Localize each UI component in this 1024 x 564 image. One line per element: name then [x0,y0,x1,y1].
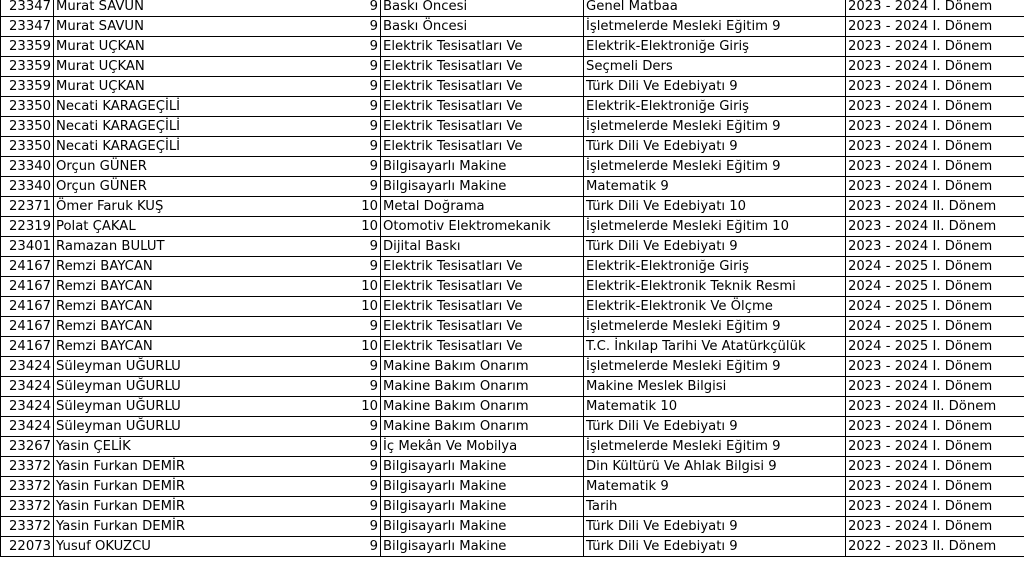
student-name-cell[interactable] [54,17,381,37]
student-name-cell[interactable] [54,437,381,457]
grade-level: 9 [369,519,378,534]
student-name: Süleyman UĞURLU [56,419,181,434]
department-cell[interactable]: İç Mekân Ve Mobilya [381,437,584,457]
course-cell[interactable]: İşletmelerde Mesleki Eğitim 9 [584,117,846,137]
term-cell[interactable]: 2023 - 2024 I. Dönem [846,237,1024,257]
course-cell[interactable]: Matematik 9 [584,177,846,197]
student-name-cell[interactable] [54,397,381,417]
student-name-cell[interactable] [54,277,381,297]
term-cell[interactable]: 2023 - 2024 II. Dönem [846,397,1024,417]
department-cell[interactable]: Bilgisayarlı Makine [381,457,584,477]
term-cell[interactable]: 2024 - 2025 I. Dönem [846,337,1024,357]
grade-level: 10 [361,279,378,294]
student-name-cell[interactable] [54,57,381,77]
student-id-cell[interactable]: 23424 [1,357,54,377]
table-row [1,457,1024,477]
table-row [1,437,1024,457]
student-id-cell[interactable]: 22371 [1,197,54,217]
student-name: Necati KARAGEÇİLİ [56,139,181,154]
student-name: Yasin Furkan DEMİR [56,459,186,474]
term-cell[interactable]: 2023 - 2024 I. Dönem [846,157,1024,177]
student-id-cell[interactable]: 23347 [1,0,54,17]
course-cell[interactable]: Elektrik-Elektroniğe Giriş [584,37,846,57]
table-row [1,497,1024,517]
student-name-cell[interactable] [54,177,381,197]
term-cell[interactable]: 2023 - 2024 I. Dönem [846,457,1024,477]
department-cell[interactable]: Elektrik Tesisatları Ve [381,137,584,157]
term-cell[interactable]: 2023 - 2024 I. Dönem [846,0,1024,17]
student-name: Remzi BAYCAN [56,299,153,314]
student-name-cell[interactable] [54,477,381,497]
term-cell[interactable]: 2023 - 2024 I. Dönem [846,377,1024,397]
table-row [1,117,1024,137]
student-name-cell[interactable] [54,357,381,377]
term-cell[interactable]: 2023 - 2024 I. Dönem [846,417,1024,437]
student-id-cell[interactable]: 23340 [1,177,54,197]
term-cell[interactable]: 2023 - 2024 I. Dönem [846,477,1024,497]
student-name-cell[interactable] [54,217,381,237]
student-id-cell[interactable]: 23372 [1,457,54,477]
course-cell[interactable]: İşletmelerde Mesleki Eğitim 9 [584,157,846,177]
course-cell[interactable]: Makine Meslek Bilgisi [584,377,846,397]
course-cell[interactable]: Türk Dili Ve Edebiyatı 9 [584,517,846,537]
student-name: Polat ÇAKAL [56,219,136,234]
student-id-cell[interactable]: 24167 [1,277,54,297]
grade-level: 9 [369,439,378,454]
department-cell[interactable]: Elektrik Tesisatları Ve [381,57,584,77]
student-id-cell[interactable]: 23347 [1,17,54,37]
course-cell[interactable]: İşletmelerde Mesleki Eğitim 9 [584,357,846,377]
grade-level: 9 [369,39,378,54]
term-cell[interactable]: 2023 - 2024 II. Dönem [846,197,1024,217]
term-cell[interactable]: 2024 - 2025 I. Dönem [846,277,1024,297]
term-cell[interactable]: 2024 - 2025 I. Dönem [846,297,1024,317]
grade-level: 9 [369,459,378,474]
student-name-cell[interactable] [54,317,381,337]
student-id-cell[interactable]: 24167 [1,297,54,317]
term-cell[interactable]: 2023 - 2024 I. Dönem [846,177,1024,197]
student-name: Remzi BAYCAN [56,339,153,354]
student-name-cell[interactable] [54,417,381,437]
department-cell[interactable]: Elektrik Tesisatları Ve [381,117,584,137]
department-cell[interactable]: Makine Bakım Onarım [381,417,584,437]
table-row [1,217,1024,237]
course-cell[interactable]: Elektrik-Elektroniğe Giriş [584,257,846,277]
student-name: Yasin Furkan DEMİR [56,519,186,534]
student-name-cell[interactable] [54,517,381,537]
student-name: Murat UÇKAN [56,79,145,94]
grade-level: 9 [369,159,378,174]
student-id-cell[interactable]: 24167 [1,317,54,337]
table-row [1,357,1024,377]
department-cell[interactable]: Elektrik Tesisatları Ve [381,257,584,277]
student-id-cell[interactable]: 22319 [1,217,54,237]
course-cell[interactable]: Türk Dili Ve Edebiyatı 9 [584,137,846,157]
term-cell[interactable]: 2023 - 2024 I. Dönem [846,117,1024,137]
department-cell[interactable]: Elektrik Tesisatları Ve [381,77,584,97]
course-cell[interactable]: Türk Dili Ve Edebiyatı 9 [584,537,846,557]
student-id-cell[interactable]: 24167 [1,337,54,357]
student-name-cell[interactable] [54,137,381,157]
course-cell[interactable]: Tarih [584,497,846,517]
department-cell[interactable]: Makine Bakım Onarım [381,377,584,397]
table-row [1,537,1024,557]
student-name: Süleyman UĞURLU [56,359,181,374]
student-name-cell[interactable] [54,117,381,137]
student-name-cell[interactable] [54,197,381,217]
grade-level: 10 [361,199,378,214]
course-cell[interactable]: Matematik 9 [584,477,846,497]
table-row [1,317,1024,337]
student-id-cell[interactable]: 23359 [1,57,54,77]
student-id-cell[interactable]: 23372 [1,497,54,517]
table-row [1,337,1024,357]
course-cell[interactable]: Matematik 10 [584,397,846,417]
table-row [1,377,1024,397]
department-cell[interactable]: Bilgisayarlı Makine [381,517,584,537]
grade-level: 9 [369,179,378,194]
student-name-cell[interactable] [54,337,381,357]
grade-level: 10 [361,299,378,314]
term-cell[interactable]: 2023 - 2024 I. Dönem [846,17,1024,37]
department-cell[interactable]: Dijital Baskı [381,237,584,257]
student-id-cell[interactable]: 23359 [1,37,54,57]
department-cell[interactable]: Elektrik Tesisatları Ve [381,297,584,317]
department-cell[interactable]: Makine Bakım Onarım [381,357,584,377]
course-cell[interactable]: Genel Matbaa [584,0,846,17]
student-name-cell[interactable] [54,257,381,277]
table-row [1,37,1024,57]
term-cell[interactable]: 2023 - 2024 I. Dönem [846,97,1024,117]
table-body [1,0,1024,557]
table-row [1,77,1024,97]
course-cell[interactable]: İşletmelerde Mesleki Eğitim 9 [584,437,846,457]
department-cell[interactable]: Bilgisayarlı Makine [381,177,584,197]
student-name: Yusuf OKUZCU [56,539,151,554]
department-cell[interactable]: Elektrik Tesisatları Ve [381,97,584,117]
student-id-cell[interactable]: 23424 [1,397,54,417]
student-id-cell[interactable]: 23267 [1,437,54,457]
student-name: Necati KARAGEÇİLİ [56,119,181,134]
term-cell[interactable]: 2023 - 2024 I. Dönem [846,517,1024,537]
student-name: Murat SAVUN [56,0,144,14]
student-id-cell[interactable]: 23350 [1,117,54,137]
student-name-cell[interactable] [54,377,381,397]
student-name: Ramazan BULUT [56,239,165,254]
term-cell[interactable]: 2023 - 2024 II. Dönem [846,217,1024,237]
course-cell[interactable]: Türk Dili Ve Edebiyatı 9 [584,237,846,257]
course-cell[interactable]: Türk Dili Ve Edebiyatı 9 [584,77,846,97]
student-name: Yasin ÇELİK [56,439,131,454]
student-name-cell[interactable] [54,0,381,17]
course-cell[interactable]: Seçmeli Ders [584,57,846,77]
student-name-cell[interactable] [54,297,381,317]
course-cell[interactable]: Türk Dili Ve Edebiyatı 9 [584,417,846,437]
student-name: Remzi BAYCAN [56,319,153,334]
table-row [1,237,1024,257]
table-row [1,417,1024,437]
department-cell[interactable]: Otomotiv Elektromekanik [381,217,584,237]
course-cell[interactable]: İşletmelerde Mesleki Eğitim 9 [584,317,846,337]
table-row [1,257,1024,277]
student-id-cell[interactable]: 23372 [1,517,54,537]
course-cell[interactable]: Din Kültürü Ve Ahlak Bilgisi 9 [584,457,846,477]
grade-level: 9 [369,499,378,514]
department-cell[interactable]: Baskı Öncesi [381,0,584,17]
course-cell[interactable]: Elektrik-Elektronik Ve Ölçme [584,297,846,317]
grade-level: 9 [369,539,378,554]
course-cell[interactable]: Türk Dili Ve Edebiyatı 10 [584,197,846,217]
student-id-cell[interactable]: 23350 [1,97,54,117]
department-cell[interactable]: Elektrik Tesisatları Ve [381,37,584,57]
table-row [1,97,1024,117]
grade-level: 9 [369,419,378,434]
grade-level: 9 [369,259,378,274]
student-id-cell[interactable]: 22073 [1,537,54,557]
table-row [1,397,1024,417]
table-row [1,297,1024,317]
course-cell[interactable]: İşletmelerde Mesleki Eğitim 10 [584,217,846,237]
department-cell[interactable]: Elektrik Tesisatları Ve [381,337,584,357]
term-cell[interactable]: 2023 - 2024 I. Dönem [846,497,1024,517]
student-name-cell[interactable] [54,77,381,97]
student-name-cell[interactable] [54,497,381,517]
student-id-cell[interactable]: 24167 [1,257,54,277]
student-id-cell[interactable]: 23359 [1,77,54,97]
grade-level: 9 [369,119,378,134]
grade-level: 9 [369,0,378,14]
student-name: Necati KARAGEÇİLİ [56,99,181,114]
student-name: Remzi BAYCAN [56,279,153,294]
course-cell[interactable]: İşletmelerde Mesleki Eğitim 9 [584,17,846,37]
course-cell[interactable]: Elektrik-Elektroniğe Giriş [584,97,846,117]
student-name-cell[interactable] [54,237,381,257]
grade-level: 9 [369,19,378,34]
term-cell[interactable]: 2023 - 2024 I. Dönem [846,77,1024,97]
term-cell[interactable]: 2023 - 2024 I. Dönem [846,357,1024,377]
student-name: Orçun GÜNER [56,179,147,194]
student-name: Süleyman UĞURLU [56,399,181,414]
table-row [1,0,1024,17]
student-id-cell[interactable]: 23401 [1,237,54,257]
grade-level: 9 [369,99,378,114]
student-name: Remzi BAYCAN [56,259,153,274]
term-cell[interactable]: 2023 - 2024 I. Dönem [846,37,1024,57]
grade-level: 10 [361,399,378,414]
grade-level: 9 [369,379,378,394]
student-name: Yasin Furkan DEMİR [56,499,186,514]
grade-level: 9 [369,239,378,254]
table-row [1,197,1024,217]
student-id-cell[interactable]: 23424 [1,417,54,437]
student-name: Orçun GÜNER [56,159,147,174]
student-name-cell[interactable] [54,537,381,557]
grade-level: 9 [369,59,378,74]
student-id-cell[interactable]: 23350 [1,137,54,157]
student-id-cell[interactable]: 23424 [1,377,54,397]
table-row [1,277,1024,297]
table-row [1,17,1024,37]
table-row [1,157,1024,177]
student-name-cell[interactable] [54,37,381,57]
student-name: Süleyman UĞURLU [56,379,181,394]
grade-level: 9 [369,79,378,94]
student-name: Murat UÇKAN [56,39,145,54]
student-name-cell[interactable] [54,97,381,117]
student-name-cell[interactable] [54,457,381,477]
student-name: Yasin Furkan DEMİR [56,479,186,494]
student-name-cell[interactable] [54,157,381,177]
department-cell[interactable]: Bilgisayarlı Makine [381,537,584,557]
term-cell[interactable]: 2023 - 2024 I. Dönem [846,57,1024,77]
term-cell[interactable]: 2023 - 2024 I. Dönem [846,137,1024,157]
student-name: Murat SAVUN [56,19,144,34]
table-row [1,517,1024,537]
department-cell[interactable]: Bilgisayarlı Makine [381,497,584,517]
department-cell[interactable]: Metal Doğrama [381,197,584,217]
department-cell[interactable]: Makine Bakım Onarım [381,397,584,417]
student-name: Murat UÇKAN [56,59,145,74]
table-row [1,177,1024,197]
student-name: Ömer Faruk KUŞ [56,199,164,214]
grade-level: 10 [361,219,378,234]
department-cell[interactable]: Bilgisayarlı Makine [381,157,584,177]
department-cell[interactable]: Elektrik Tesisatları Ve [381,317,584,337]
term-cell[interactable]: 2023 - 2024 I. Dönem [846,437,1024,457]
term-cell[interactable]: 2024 - 2025 I. Dönem [846,257,1024,277]
term-cell[interactable]: 2024 - 2025 I. Dönem [846,317,1024,337]
table-row [1,137,1024,157]
grade-level: 10 [361,339,378,354]
table-row [1,477,1024,497]
grade-level: 9 [369,139,378,154]
grade-level: 9 [369,359,378,374]
department-cell[interactable]: Elektrik Tesisatları Ve [381,277,584,297]
department-cell[interactable]: Bilgisayarlı Makine [381,477,584,497]
course-cell[interactable]: Elektrik-Elektronik Teknik Resmi [584,277,846,297]
department-cell[interactable]: Baskı Öncesi [381,17,584,37]
student-id-cell[interactable]: 23372 [1,477,54,497]
grade-level: 9 [369,319,378,334]
term-cell[interactable]: 2022 - 2023 II. Dönem [846,537,1024,557]
course-cell[interactable]: T.C. İnkılap Tarihi Ve Atatürkçülük [584,337,846,357]
table-row [1,57,1024,77]
grade-level: 9 [369,479,378,494]
student-id-cell[interactable]: 23340 [1,157,54,177]
